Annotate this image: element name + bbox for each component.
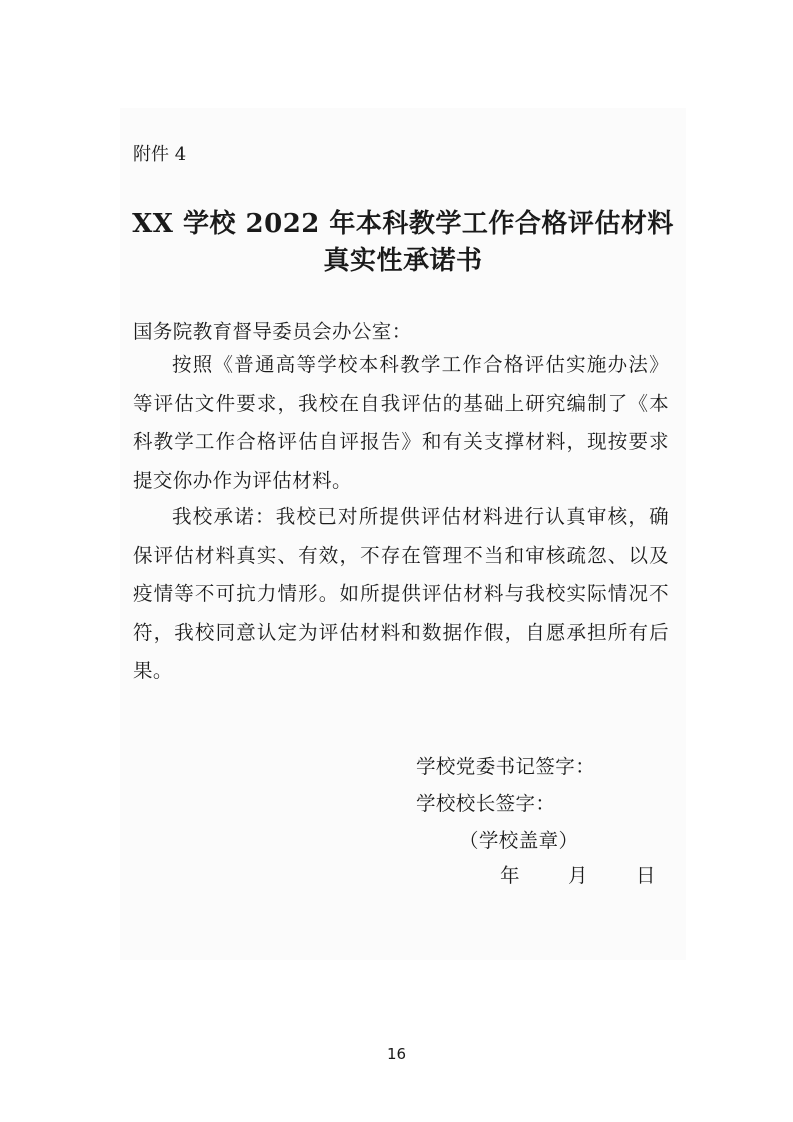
- page-number: 16: [386, 1045, 407, 1063]
- date-year: 年: [500, 864, 520, 887]
- party-secretary-signature-line: 学校党委书记签字：: [416, 755, 596, 778]
- school-seal-line: （学校盖章）: [459, 829, 579, 852]
- document-title-line-1: XX 学校 2022 年本科教学工作合格评估材料: [132, 209, 674, 239]
- president-signature-line: 学校校长签字：: [416, 792, 556, 815]
- document-title-line-2: 真实性承诺书: [323, 246, 483, 276]
- body-paragraph-2: 我校承诺：我校已对所提供评估材料进行认真审核，确保评估材料真实、有效，不存在管理不当和审核疏忽、以及疫情等不可抗力情形。如所提供评估材料与我校实际情况不符，我校同意认定为评估材料和数据作假，自愿承担所有后果。: [133, 505, 669, 682]
- salutation: 国务院教育督导委员会办公室：: [133, 320, 412, 343]
- body-paragraph-1: 按照《普通高等学校本科教学工作合格评估实施办法》等评估文件要求，我校在自我评估的基础上研究编制了《本科教学工作合格评估自评报告》和有关支撑材料，现按要求提交你办作为评估材料。: [133, 353, 669, 492]
- attachment-label: 附件 4: [133, 144, 187, 165]
- date-day: 日: [636, 864, 656, 887]
- date-month: 月: [568, 864, 588, 887]
- date-line: [500, 860, 704, 888]
